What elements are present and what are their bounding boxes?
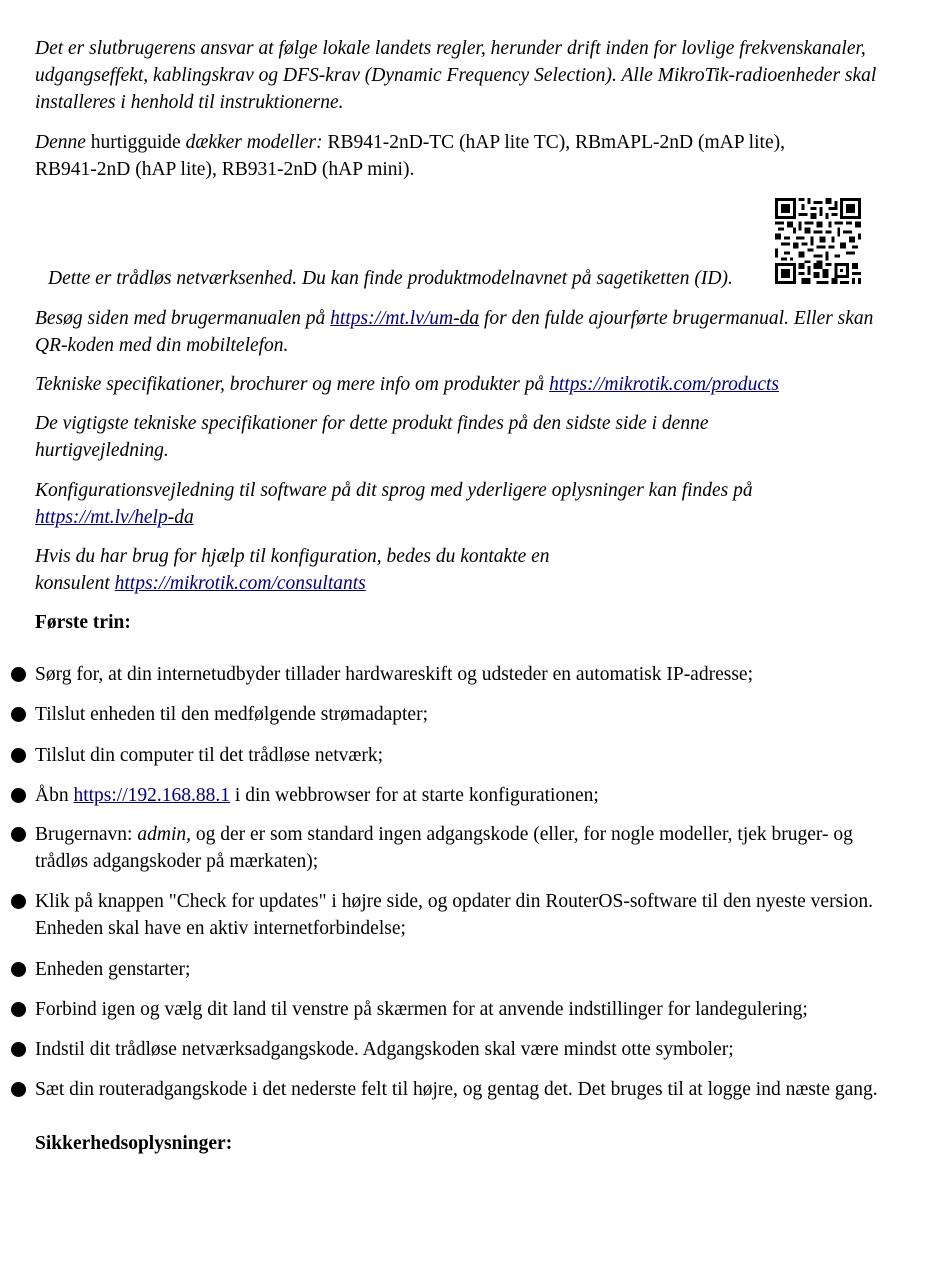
list-item-text: Enheden genstarter;	[35, 959, 191, 980]
list-item-text: Sæt din routeradgangskode i det nederste felt til højre, og gentag det. Det bruges til at logge ind næste gang.	[35, 1079, 878, 1100]
list-item-text	[35, 821, 890, 875]
consultant-paragraph	[35, 543, 605, 597]
list-item-text: Sørg for, at din internetudbyder tillader hardwareskift og udsteder en automatisk IP-adresse;	[35, 664, 753, 685]
bullet-icon	[11, 1082, 26, 1097]
models-prefix-3: dækker modeller:	[185, 132, 323, 153]
list-item-text: Tilslut enheden til den medfølgende strømadapter;	[35, 704, 428, 725]
qr-code-icon	[775, 198, 861, 284]
router-address-link[interactable]: https://192.168.88.1	[73, 785, 231, 806]
open-text-after: i din webbrowser for at starte konfigurationen;	[230, 785, 599, 806]
manual-text-before: Besøg siden med brugermanualen på	[35, 308, 331, 329]
list-item-text: Forbind igen og vælg dit land til venstre på skærmen for at anvende indstillinger for landegulering;	[35, 999, 808, 1020]
models-list: RB941-2nD-TC (hAP lite TC), RBmAPL-2nD (mAP lite), RB941-2nD (hAP lite), RB931-2nD (hAP mini).	[35, 132, 785, 180]
list-item-text: Indstil dit trådløse netværksadgangskode. Adgangskoden skal være mindst otte symboler;	[35, 1039, 734, 1060]
open-text-before: Åbn	[35, 785, 74, 806]
models-prefix-1: Denne	[35, 132, 86, 153]
help-link-tail: -da	[167, 507, 194, 528]
models-paragraph	[35, 129, 805, 183]
manual-link-text: https://mt.lv/um	[330, 308, 454, 329]
responsibility-paragraph: Det er slutbrugerens ansvar at følge lokale landets regler, herunder drift inden for lovlige frekvenskanaler, udgangseffekt, kablingskrav og DFS-krav (Dynamic Frequency Selection). Alle MikroTik-radioenheder skal installeres i henhold til instruktionerne.	[35, 38, 877, 113]
manual-link-tail: -da	[453, 308, 480, 329]
bullet-icon	[11, 827, 26, 842]
specs-paragraph	[35, 371, 890, 398]
bullet-icon	[11, 788, 26, 803]
device-note: Dette er trådløs netværksenhed. Du kan finde produktmodelnavnet på sagetiketten (ID).	[48, 268, 733, 289]
help-link-text: https://mt.lv/help	[35, 507, 168, 528]
list-item-text	[35, 782, 890, 809]
bullet-icon	[11, 707, 26, 722]
specs-text-before: Tekniske specifikationer, brochurer og mere info om produkter på	[35, 374, 550, 395]
list-item-text: Tilslut din computer til det trådløse netværk;	[35, 745, 384, 766]
models-prefix-2: hurtigguide	[85, 132, 186, 153]
bullet-icon	[11, 894, 26, 909]
consultants-link[interactable]: https://mikrotik.com/consultants	[114, 573, 366, 594]
specs-last-page-paragraph: De vigtigste tekniske specifikationer for dette produkt findes på den sidste side i denne hurtigvejledning.	[35, 413, 709, 461]
manual-link[interactable]	[330, 308, 479, 329]
username-text-after: og der er som standard ingen adgangskode (eller, for nogle modeller, tjek bruger- og trådløs adgangskoder på mærkaten);	[35, 824, 853, 872]
consult-text-before: Hvis du har brug for hjælp til konfiguration, bedes du kontakte en konsulent	[35, 546, 550, 594]
bullet-icon	[11, 748, 26, 763]
config-paragraph	[35, 477, 795, 531]
username-value: admin,	[137, 824, 191, 845]
products-link[interactable]: https://mikrotik.com/products	[549, 374, 779, 395]
username-text-before: Brugernavn:	[35, 824, 138, 845]
help-link[interactable]	[35, 507, 194, 528]
bullet-icon	[11, 1042, 26, 1057]
manual-paragraph	[35, 305, 890, 359]
list-item-text: Klik på knappen "Check for updates" i højre side, og opdater din RouterOS-software til den nyeste version. Enheden skal have en aktiv internetforbindelse;	[35, 891, 873, 939]
config-text-before: Konfigurationsvejledning til software på dit sprog med yderligere oplysninger kan findes på	[35, 480, 753, 501]
first-steps-heading: Første trin:	[35, 612, 131, 633]
manual-text-after: for den fulde ajourførte brugermanual. Eller skan QR-koden med din mobiltelefon.	[35, 308, 874, 356]
bullet-icon	[11, 1002, 26, 1017]
bullet-icon	[11, 667, 26, 682]
bullet-icon	[11, 962, 26, 977]
safety-heading: Sikkerhedsoplysninger:	[35, 1133, 233, 1154]
